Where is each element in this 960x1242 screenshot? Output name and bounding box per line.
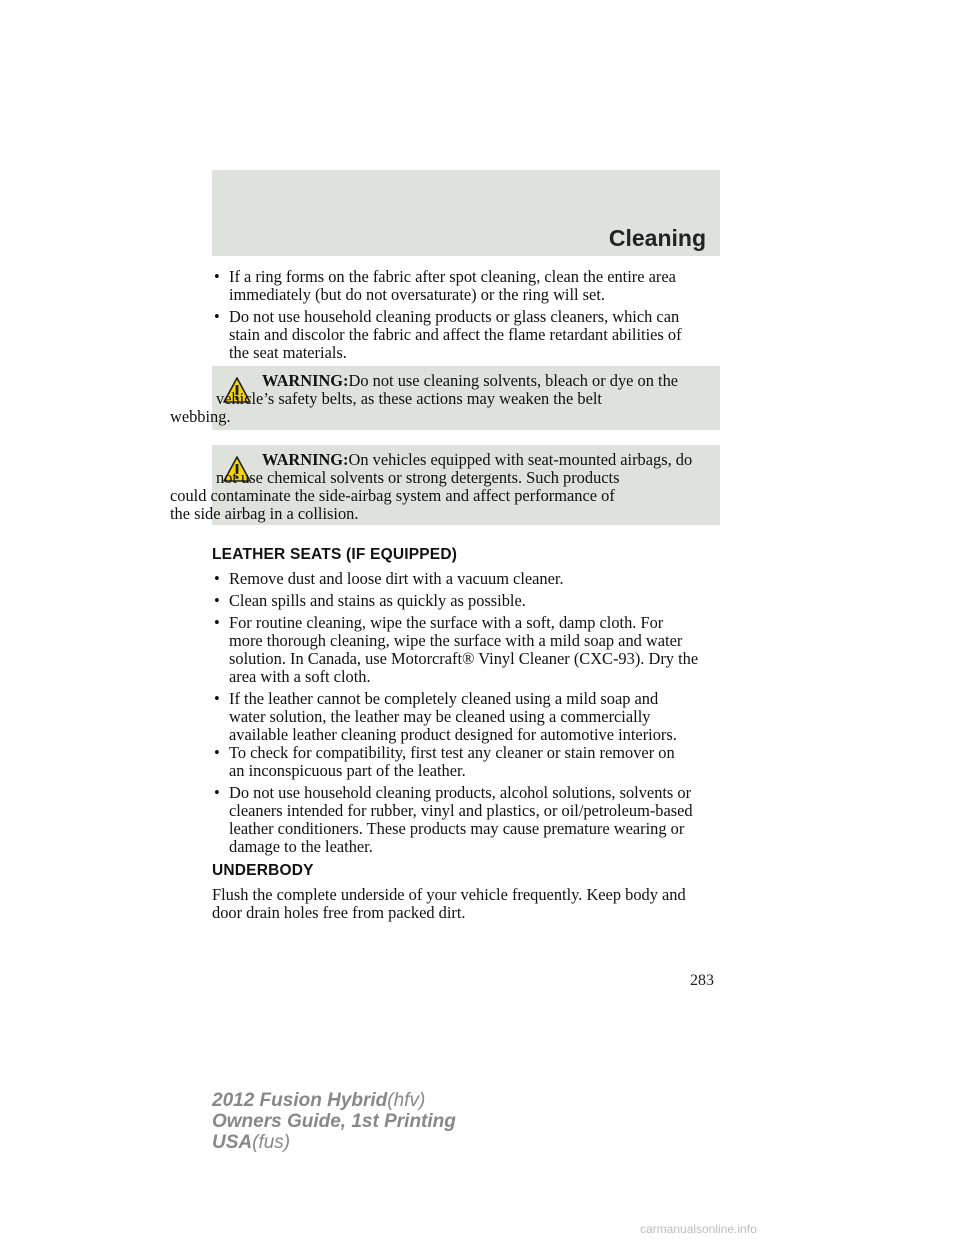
paragraph-line: door drain holes free from packed dirt.	[212, 903, 466, 922]
list-item-line: area with a soft cloth.	[229, 667, 371, 686]
warning-line: not use chemical solvents or strong detergents. Such products	[216, 468, 620, 487]
list-item-line: To check for compatibility, first test any cleaner or stain remover on	[229, 743, 675, 762]
bullet-icon: •	[214, 307, 220, 326]
list-item	[212, 690, 720, 744]
warning-text	[170, 371, 712, 426]
list-item-line: damage to the leather.	[229, 837, 373, 856]
footer-imprint	[212, 1090, 456, 1153]
warning-line: webbing.	[170, 407, 231, 426]
watermark-text: carmanualsonline.info	[640, 1222, 757, 1236]
section-header-band	[212, 170, 720, 256]
warning-label: WARNING:	[262, 450, 349, 469]
section-title: Cleaning	[608, 225, 706, 251]
list-item	[212, 268, 720, 304]
warning-line: vehicle’s safety belts, as these actions may weaken the belt	[216, 389, 602, 408]
section-heading: LEATHER SEATS (IF EQUIPPED)	[212, 546, 458, 563]
list-item-line: cleaners intended for rubber, vinyl and plastics, or oil/petroleum-based	[229, 801, 693, 820]
list-item-line: available leather cleaning product designed for automotive interiors.	[229, 725, 677, 744]
warning-line: On vehicles equipped with seat-mounted airbags, do	[348, 450, 693, 469]
footer-model-code: (hfv)	[387, 1090, 426, 1111]
list-item-line: immediately (but do not oversaturate) or the ring will set.	[229, 285, 605, 304]
footer-market-code: (fus)	[252, 1132, 291, 1153]
bullet-icon: •	[214, 267, 220, 286]
list-item-line: For routine cleaning, wipe the surface with a soft, damp cloth. For	[229, 613, 664, 632]
warning-line: Do not use cleaning solvents, bleach or dye on the	[348, 371, 679, 390]
warning-line: could contaminate the side-airbag system and affect performance of	[170, 486, 615, 505]
section-heading: UNDERBODY	[212, 862, 314, 879]
list-item-line: leather conditioners. These products may cause premature wearing or	[229, 819, 685, 838]
list-item-line: an inconspicuous part of the leather.	[229, 761, 466, 780]
list-item	[212, 308, 720, 362]
footer-model: 2012 Fusion Hybrid	[212, 1090, 388, 1111]
list-item-line: Remove dust and loose dirt with a vacuum cleaner.	[229, 569, 564, 588]
bullet-icon: •	[214, 743, 220, 762]
list-item-line: solution. In Canada, use Motorcraft® Vinyl Cleaner (CXC-93). Dry the	[229, 649, 699, 668]
list-item-line: If a ring forms on the fabric after spot cleaning, clean the entire area	[229, 267, 676, 286]
warning-box	[170, 366, 720, 430]
list-item-line: water solution, the leather may be cleaned using a commercially	[229, 707, 651, 726]
list-item	[212, 784, 720, 856]
list-item-line: Clean spills and stains as quickly as possible.	[229, 591, 526, 610]
list-item-line: Do not use household cleaning products or glass cleaners, which can	[229, 307, 680, 326]
list-item-line: Do not use household cleaning products, alcohol solutions, solvents or	[229, 783, 692, 802]
bullet-icon: •	[214, 569, 220, 588]
page-number: 283	[690, 972, 714, 989]
list-item	[212, 570, 720, 588]
bullet-icon: •	[214, 613, 220, 632]
list-item-line: the seat materials.	[229, 343, 347, 362]
list-item-line: stain and discolor the fabric and affect the flame retardant abilities of	[229, 325, 682, 344]
bullet-icon: •	[214, 783, 220, 802]
warning-label: WARNING:	[262, 371, 349, 390]
warning-text	[170, 450, 712, 523]
footer-edition: Owners Guide, 1st Printing	[212, 1111, 456, 1132]
warning-line: the side airbag in a collision.	[170, 504, 359, 523]
bullet-icon: •	[214, 689, 220, 708]
list-item-line: more thorough cleaning, wipe the surface with a mild soap and water	[229, 631, 683, 650]
list-item	[212, 744, 720, 780]
warning-box	[170, 445, 720, 525]
paragraph-line: Flush the complete underside of your vehicle frequently. Keep body and	[212, 885, 686, 904]
list-item	[212, 614, 720, 686]
list-item	[212, 592, 720, 610]
footer-market: USA	[212, 1132, 253, 1153]
list-item-line: If the leather cannot be completely cleaned using a mild soap and	[229, 689, 659, 708]
paragraph	[212, 886, 720, 922]
bullet-icon: •	[214, 591, 220, 610]
